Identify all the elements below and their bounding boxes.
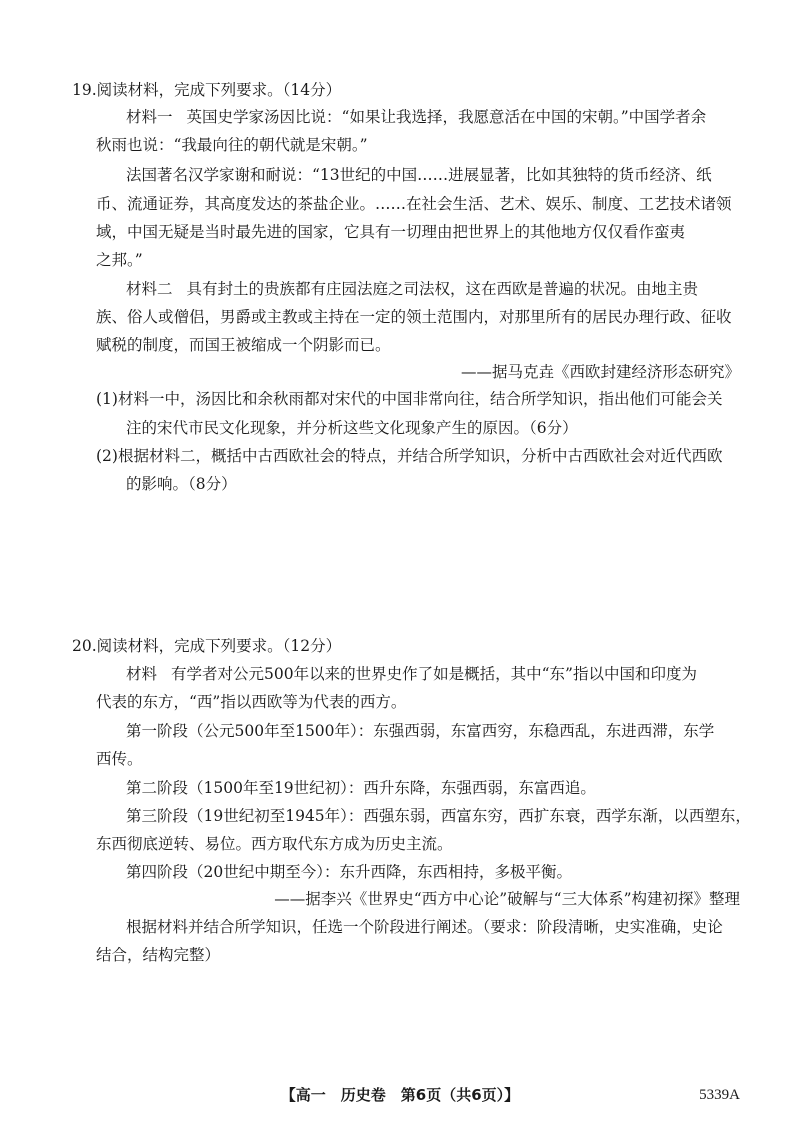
q20-source: ——据李兴《世界史“西方中心论”破解与“三大体系”构建初探》整理 (274, 890, 740, 908)
q19-question1-line1: (1)材料一中，汤因比和余秋雨都对宋代的中国非常向往，结合所学知识，指出他们可能会关 (96, 390, 723, 408)
footer-exam-code: 5339A (699, 1087, 740, 1103)
q20-stage1-line2: 西传。 (96, 750, 143, 768)
q19-question2-line1: (2)根据材料二，概括中古西欧社会的特点，并结合所学知识，分析中古西欧社会对近代西欧 (96, 447, 723, 465)
q20-stage3-line2: 东西彻底逆转、易位。西方取代东方成为历史主流。 (96, 835, 453, 853)
q20-task-line1: 根据材料并结合所学知识，任选一个阶段进行阐述。（要求：阶段清晰，史实准确，史论 (126, 918, 723, 936)
q20-stage4: 第四阶段（20世纪中期至今）：东升西降，东西相持，多极平衡。 (126, 863, 572, 881)
footer-page-info: 【高一 历史卷 第6页（共6页）】 (280, 1086, 520, 1104)
q19-material1-line1 (126, 106, 706, 128)
q20-material-line1 (126, 663, 697, 685)
q19-material1-line4: 币、流通证券，其高度发达的茶盐企业。……在社会生活、艺术、娱乐、制度、工艺技术诸领 (96, 195, 732, 213)
q19-title: 19.阅读材料，完成下列要求。（14分） (72, 81, 342, 99)
q19-question2-line2: 的影响。（8分） (126, 475, 237, 493)
q20-task-line2: 结合，结构完整） (96, 946, 221, 964)
q19-question1-line2: 注的宋代市民文化现象，并分析这些文化现象产生的原因。（6分） (126, 419, 578, 437)
q20-stage3-line1: 第三阶段（19世纪初至1945年）：西强东弱，西富东穷，西扩东衰，西学东渐，以西塑东， (126, 807, 751, 825)
q19-material1-line5: 域，中国无疑是当时最先进的国家，它具有一切理由把世界上的其他地方仅仅看作蛮夷 (96, 223, 686, 241)
q19-material1-line6: 之邦。” (96, 251, 143, 269)
q20-material-text1: 有学者对公元500年以来的世界史作了如是概括，其中“东”指以中国和印度为 (171, 665, 697, 683)
q19-material2-line2: 族、俗人或僧侣，男爵或主教或主持在一定的领土范围内，对那里所有的居民办理行政、征收 (96, 308, 732, 326)
q20-stage2: 第二阶段（1500年至19世纪初）：西升东降，东强西弱，东富西追。 (126, 779, 596, 797)
q20-material-label: 材料 (126, 665, 158, 683)
q20-material-line2: 代表的东方，“西”指以西欧等为代表的西方。 (96, 693, 407, 711)
q19-material2-line1 (126, 278, 698, 300)
q19-source: ——据马克垚《西欧封建经济形态研究》 (460, 363, 740, 381)
q19-material2-label: 材料二 (126, 280, 173, 298)
q20-stage1-line1: 第一阶段（公元500年至1500年）：东强西弱，东富西穷，东稳西乱，东进西滞，东学 (126, 722, 715, 740)
q19-material2-line3: 赋税的制度，而国王被缩成一个阴影而已。 (96, 336, 391, 354)
q19-material1-text1: 英国史学家汤因比说：“如果让我选择，我愿意活在中国的宋朝。”中国学者余 (186, 108, 707, 126)
q20-title: 20.阅读材料，完成下列要求。（12分） (72, 637, 342, 655)
q19-material2-text1: 具有封土的贵族都有庄园法庭之司法权，这在西欧是普遍的状况。由地主贵 (186, 280, 699, 298)
q19-material1-line3: 法国著名汉学家谢和耐说：“13世纪的中国……进展显著，比如其独特的货币经济、纸 (126, 166, 712, 184)
q19-material1-label: 材料一 (126, 108, 173, 126)
q19-material1-line2: 秋雨也说：“我最向往的朝代就是宋朝。” (96, 136, 368, 154)
